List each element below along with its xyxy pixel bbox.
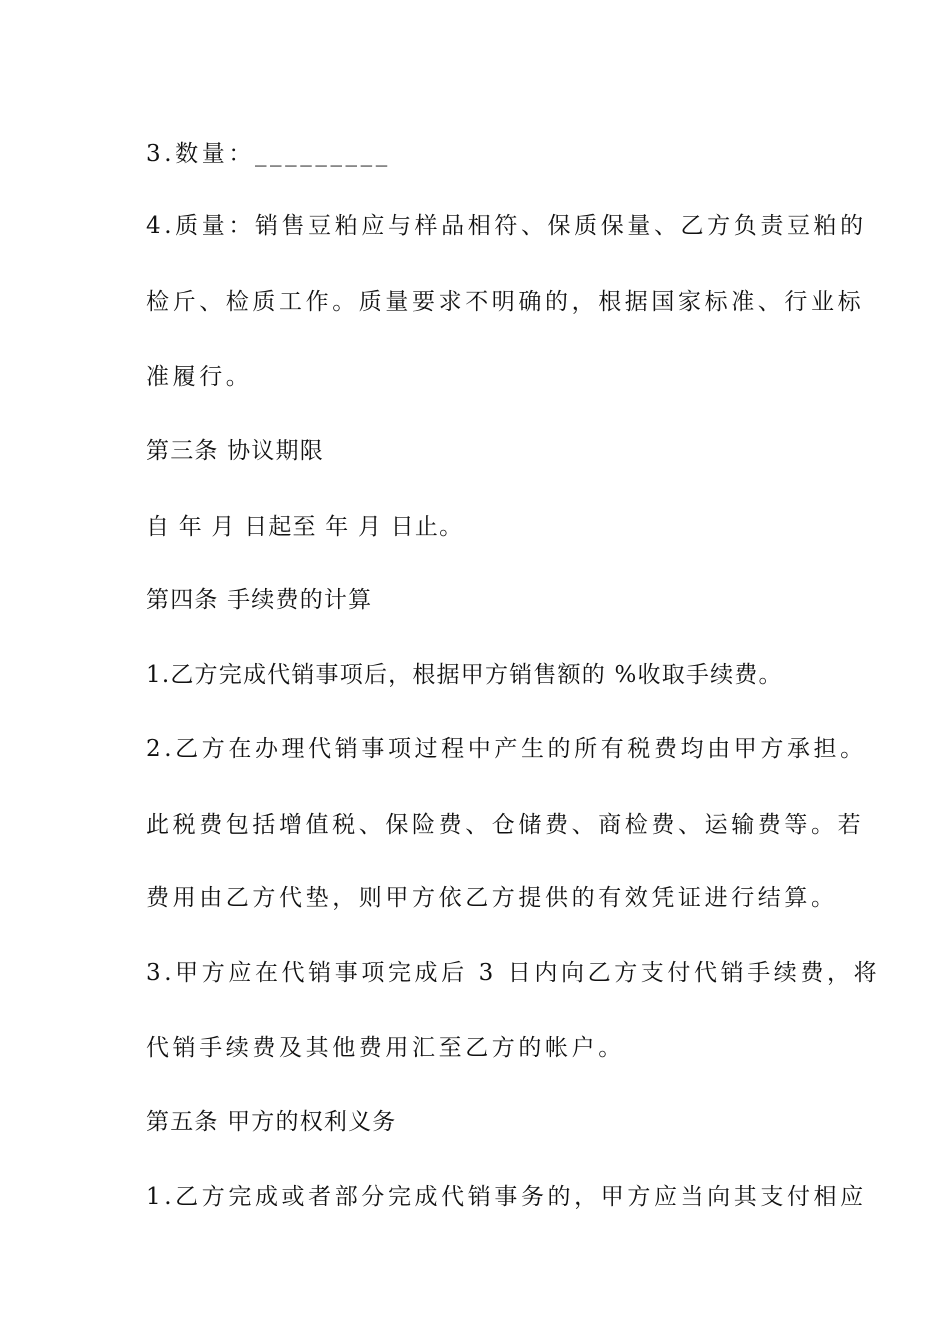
party-a-item-1: 1.乙方完成或者部分完成代销事务的，甲方应当向其支付相应	[146, 1184, 867, 1210]
quality-line-cont: 检斤、检质工作。质量要求不明确的，根据国家标准、行业标	[146, 289, 865, 315]
article-3-heading: 第三条 协议期限	[146, 438, 324, 464]
fee-item-3: 3.甲方应在代销事项完成后 3 日内向乙方支付代销手续费，将	[146, 960, 881, 986]
fee-item-1: 1.乙方完成代销事项后，根据甲方销售额的 %收取手续费。	[146, 662, 783, 688]
fee-item-2-cont: 此税费包括增值税、保险费、仓储费、商检费、运输费等。若	[146, 812, 865, 838]
fee-item-2-end: 费用由乙方代垫，则甲方依乙方提供的有效凭证进行结算。	[146, 885, 838, 911]
article-4-heading: 第四条 手续费的计算	[146, 587, 373, 613]
term-line: 自 年 月 日起至 年 月 日止。	[146, 514, 464, 540]
fee-item-2: 2.乙方在办理代销事项过程中产生的所有税费均由甲方承担。	[146, 736, 867, 762]
quantity-line: 3.数量：_________	[146, 141, 391, 167]
fee-item-3-end: 代销手续费及其他费用汇至乙方的帐户。	[146, 1035, 625, 1061]
article-5-heading: 第五条 甲方的权利义务	[146, 1109, 397, 1135]
quality-line: 4.质量：销售豆粕应与样品相符、保质保量、乙方负责豆粕的	[146, 213, 867, 239]
quality-line-end: 准履行。	[146, 364, 253, 390]
